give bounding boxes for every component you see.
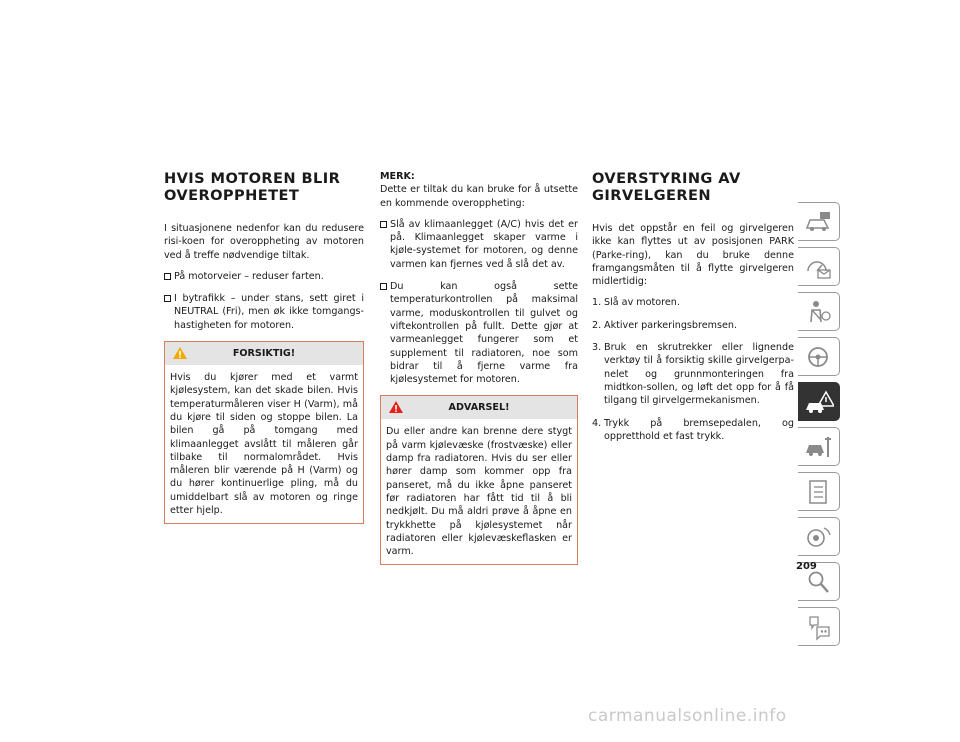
caution-triangle-icon [173, 347, 187, 359]
step-item: 4. Trykk på bremsepedalen, og oppretthold et fast trykk. [592, 417, 794, 442]
square-bullet-icon [164, 273, 171, 280]
seatbelt-person-icon [804, 298, 834, 326]
middle-column [380, 170, 578, 565]
chapter-tab-getting-to-know[interactable] [798, 202, 840, 241]
square-bullet-icon [164, 295, 171, 302]
step-item: 2. Aktiver parkeringsbremsen. [592, 319, 738, 331]
list-item: På motorveier – reduser farten. [164, 270, 364, 283]
warning-triangle-icon [389, 401, 403, 413]
caution-text: Hvis du kjører med et varmt kjølesystem, kan det skade bilen. Hvis temperaturmåleren viser H (Varm), må du kjøre til siden og stoppe bilen. La bilen gå på tomgang med klimaanlegget avslått til måleren går tilbake til normalområdet. Hvis måleren blir værende på H (Varm) og du hører kontinuerlige pling, må du umiddelbart slå av motoren og ringe etter hjelp. [170, 372, 358, 517]
chapter-tab-emergencies[interactable] [798, 382, 840, 421]
watermark: carmanualsonline.info [588, 706, 787, 726]
chapter-tabs [798, 202, 840, 652]
right-column [592, 170, 794, 452]
step-item: 3. Bruk en skrutrekker eller lignende verktøy til å forsiktig skille girvelgerpa-nelet og grunnmonteringen fra midtkon-sollen, og løft det opp for å få tilgang til girvelgermekanismen. [592, 342, 794, 407]
measures-list [380, 218, 578, 387]
warning-box [380, 395, 578, 565]
car-hazard-icon [804, 388, 834, 416]
caution-box [164, 341, 364, 524]
warning-header [381, 396, 577, 419]
car-tools-icon [804, 433, 834, 461]
caution-header [165, 342, 363, 365]
chapter-tab-specifications[interactable] [798, 472, 840, 511]
radio-gauge-icon [804, 523, 834, 551]
page-number: 209 [796, 561, 817, 572]
chapter-tab-instrument-panel[interactable] [798, 247, 840, 286]
list-item: Slå av klimaanlegget (A/C) hvis det er på. Klimaanlegget skaper varme i kjøle-systemet for motoren, og denne varmen kan fjernes ved å slå det av. [380, 218, 578, 271]
language-abc-icon [804, 613, 834, 641]
tips-list [164, 270, 364, 332]
intro-paragraph: Hvis det oppstår en feil og girvelgeren ikke kan flyttes ut av posisjonen PARK (Parke-ring), kan du bruke denne framgangsmåten til å flytte girvelgeren midlertidig: [592, 223, 794, 288]
left-column [164, 170, 364, 524]
section-heading-shift-override: OVERSTYRING AV GIRVELGEREN [592, 170, 741, 204]
intro-paragraph: I situasjonene nedenfor kan du redusere risi-koen for overoppheting av motoren ved å treffe nødvendige tiltak. [164, 223, 364, 261]
warning-title: ADVARSEL! [448, 402, 510, 414]
chapter-tab-starting-driving[interactable] [798, 337, 840, 376]
mail-gauge-icon [804, 253, 834, 281]
step-item: 1. Slå av motoren. [592, 297, 680, 309]
caution-title: FORSIKTIG! [232, 347, 296, 359]
chapter-tab-safety[interactable] [798, 292, 840, 331]
steering-wheel-icon [804, 343, 834, 371]
chapter-tab-multimedia[interactable] [798, 517, 840, 556]
chapter-tab-servicing[interactable] [798, 427, 840, 466]
note-text: Dette er tiltak du kan bruke for å utsette en kommende overoppheting: [380, 184, 578, 209]
list-item: I bytrafikk – under stans, sett giret i NEUTRAL (Fri), men øk ikke tomgangs-hastigheten for motoren. [164, 292, 364, 332]
note-paragraph [380, 170, 578, 210]
car-dashboard-icon [804, 208, 834, 236]
steps-list [592, 296, 794, 443]
note-label: MERK: [380, 171, 415, 182]
warning-text: Du eller andre kan brenne dere stygt på varm kjølevæske (frostvæske) eller damp fra radiatoren. Hvis du ser eller hører damp som kommer opp fra panseret, må du ikke åpne panseret før radiatoren har fått tid til å bli nedkjølt. Du må aldri prøve å åpne en trykkhette på kjølesystemet når radiatoren eller kjølevæskeflasken er varm. [386, 426, 572, 558]
checklist-icon [804, 478, 834, 506]
square-bullet-icon [380, 221, 387, 228]
list-item: Du kan også sette temperaturkontrollen på maksimal varme, moduskontrollen til gulvet og viftekontrollen på fullt. Dette gjør at varmeanlegget fungerer som et supplement til radiatoren, noe som bidrar til å fjerne varme fra kjølesystemet for motoren. [380, 280, 578, 386]
section-heading-overheating: HVIS MOTOREN BLIR OVEROPPHETET [164, 170, 341, 204]
square-bullet-icon [380, 283, 387, 290]
chapter-tab-languages[interactable] [798, 607, 840, 646]
magnifier-icon [804, 568, 834, 596]
